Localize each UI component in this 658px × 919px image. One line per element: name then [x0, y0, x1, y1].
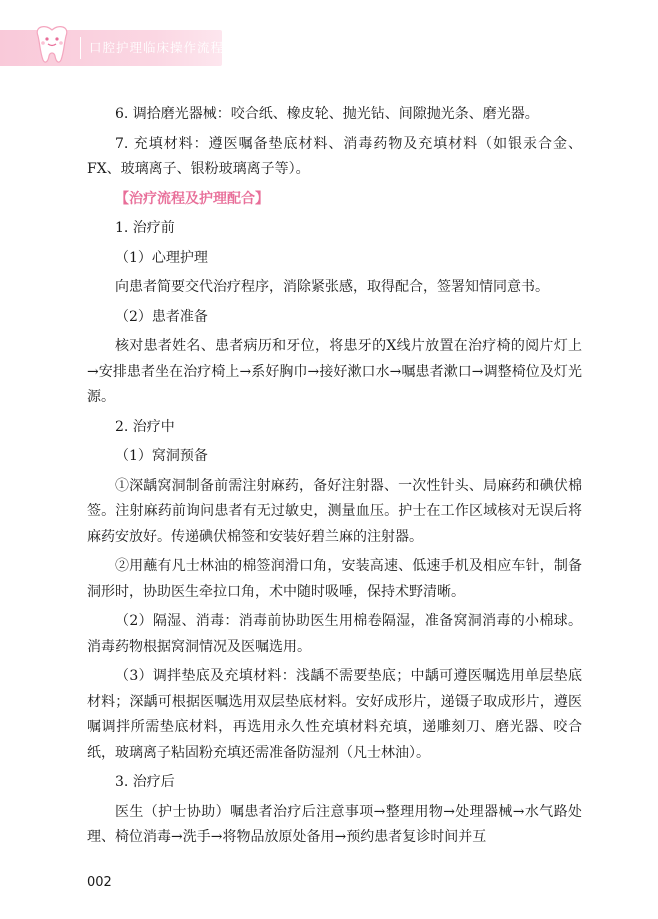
- section-heading: 【治疗流程及护理配合】: [115, 190, 269, 207]
- paragraph: 1. 治疗前: [115, 220, 175, 236]
- paragraph: 2. 治疗中: [115, 418, 175, 435]
- main-text: [87, 102, 582, 855]
- paragraph: （1）窝洞预备: [115, 448, 208, 464]
- paragraph: 3. 治疗后: [115, 774, 175, 790]
- paragraph: ②用蘸有凡士林油的棉签润滑口角，安装高速、低速手机及相应车针，制备洞形时，协助医生牵拉口角，术中随时吸唾，保持术野清晰。: [87, 558, 582, 600]
- page-number: 002: [87, 875, 112, 890]
- paragraph: ①深龋窝洞制备前需注射麻药，备好注射器、一次性针头、局麻药和碘伏棉签。注射麻药前询问患者有无过敏史，测量血压。护士在工作区域核对无误后将麻药安放好。传递碘伏棉签和安装好碧兰麻的注射器。: [87, 477, 582, 545]
- paragraph: （2）患者准备: [115, 308, 208, 325]
- paragraph: （1）心理护理: [115, 249, 208, 266]
- paragraph: （3）调拌垫底及充填材料：浅龋不需要垫底；中龋可遵医嘱选用单层垫底材料；深龋可根据医嘱选用双层垫底材料。安好成形片，递镊子取成形片，遵医嘱调拌所需垫底材料，再选用永久性充填材料充填，递雕刻刀、磨光器、咬合纸，玻璃离子粘固粉充填还需准备防湿剂（凡士林油）。: [87, 668, 582, 761]
- paragraph: 核对患者姓名、患者病历和牙位，将患牙的X线片放置在治疗椅的阅片灯上→安排患者坐在治疗椅上→系好胸巾→接好漱口水→嘱患者漱口→调整椅位及灯光源。: [87, 338, 582, 405]
- paragraph: 向患者简要交代治疗程序，消除紧张感，取得配合，签署知情同意书。: [115, 279, 549, 295]
- running-header-title: 口腔护理临床操作流程: [89, 40, 225, 55]
- paragraph: 医生（护士协助）嘱患者治疗后注意事项→整理用物→处理器械→水气路处理、椅位消毒→洗手→将物品放原处备用→预约患者复诊时间并互: [87, 803, 582, 845]
- header-divider: [80, 37, 81, 59]
- paragraph: （2）隔湿、消毒：消毒前协助医生用棉卷隔湿，准备窝洞消毒的小棉球。消毒药物根据窝洞情况及医嘱选用。: [87, 613, 582, 655]
- paragraph: 6. 调拾磨光器械：咬合纸、橡皮轮、抛光钻、间隙抛光条、磨光器。: [115, 106, 539, 122]
- paragraph: 7. 充填材料：遵医嘱备垫底材料、消毒药物及充填材料（如银汞合金、FX、玻璃离子、银粉玻璃离子等）。: [87, 135, 582, 177]
- tooth-mascot-icon: [28, 22, 76, 66]
